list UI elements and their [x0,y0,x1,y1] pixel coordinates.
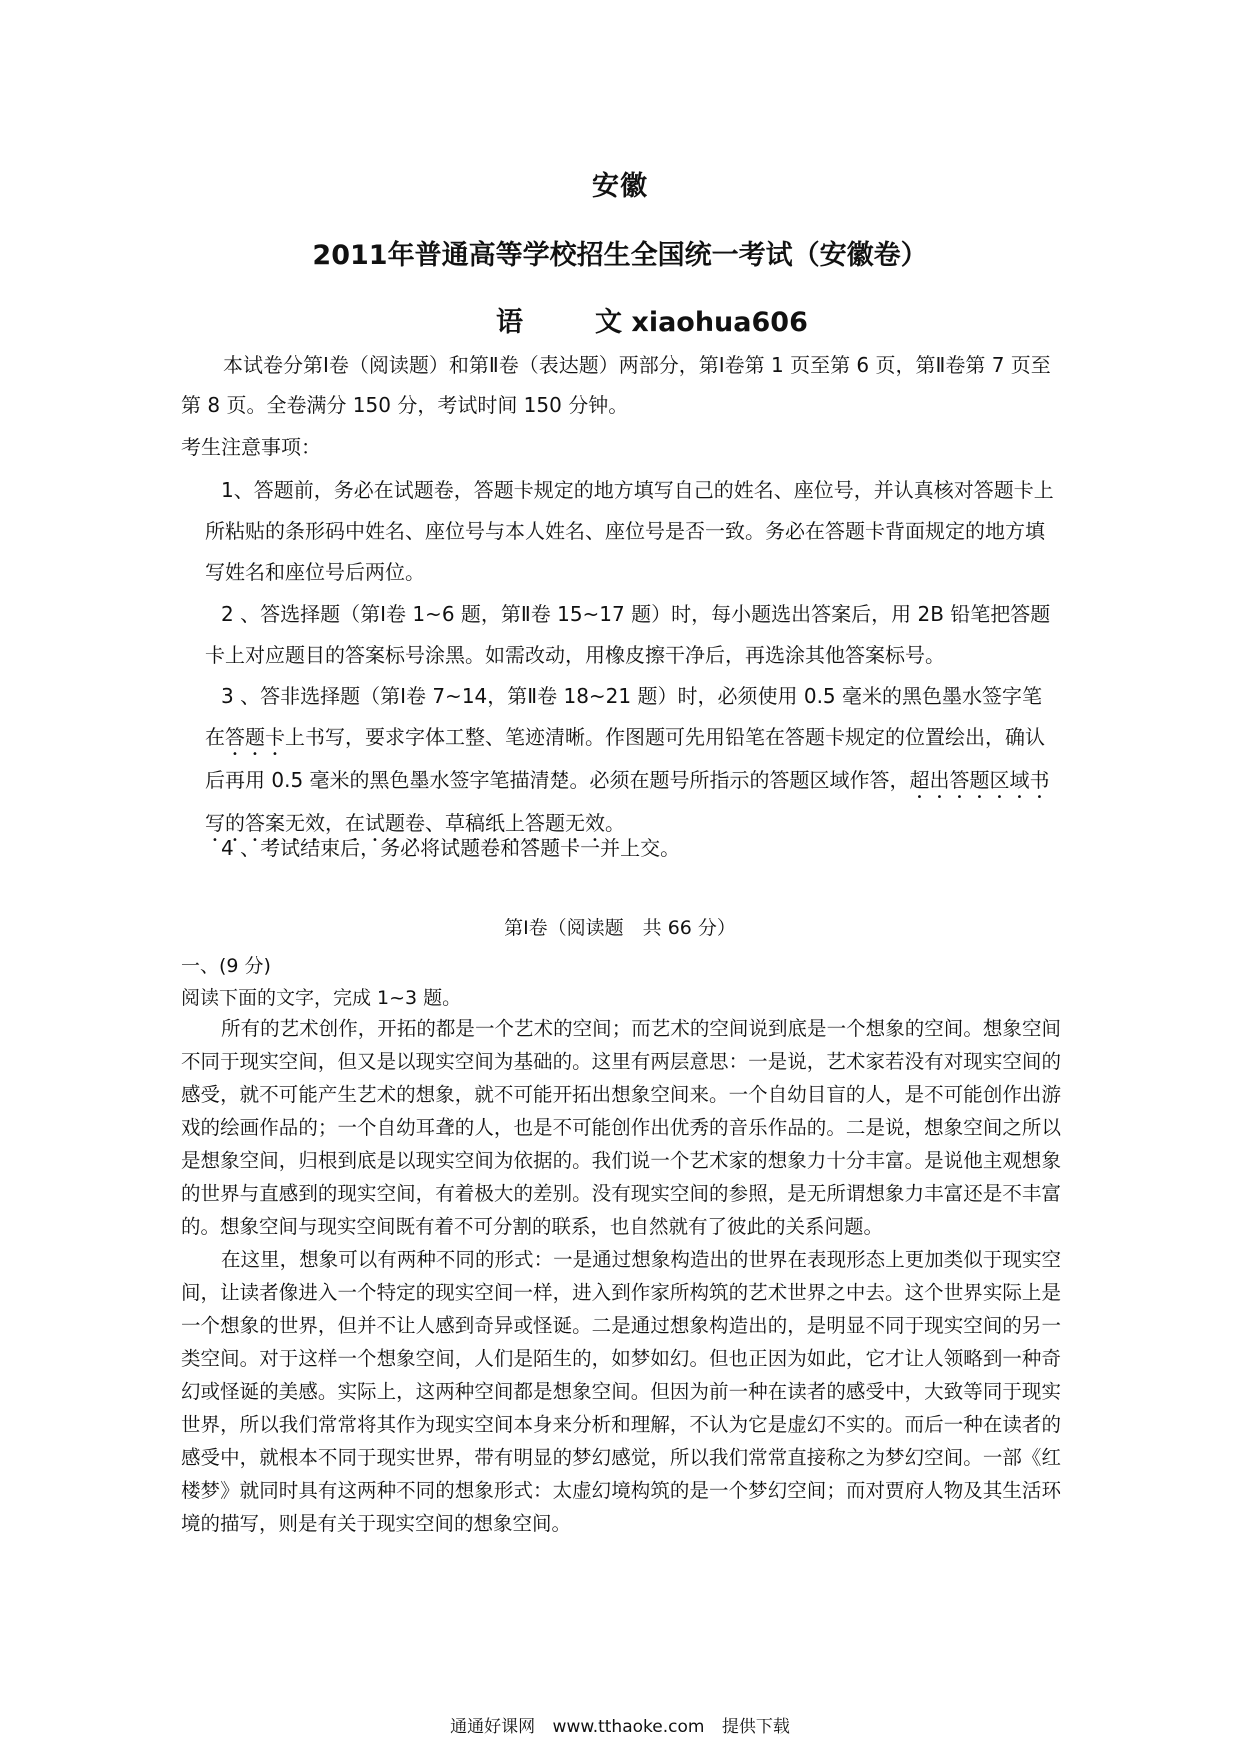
notice-item-2-text: 2 、答选择题（第Ⅰ卷 1~6 题，第Ⅱ卷 15~17 题）时，每小题选出答案后，用 2B 铅笔把答题卡上对应题目的答案标号涂黑。如需改动，用橡皮擦干净后，再选涂其他答案标号。 [205,602,1051,667]
footer-site-name: 通通好课网 [450,1717,536,1737]
reading-passage [181,1012,1061,1540]
emphasis-draft-invalid: 在试题卷、草稿纸上答题无效 [345,811,605,835]
subject-title [496,300,808,339]
notice-item-3-text [205,676,1060,846]
notice-item-3-part1: 3 、答非选择题（第Ⅰ卷 7~14，第Ⅱ卷 18~21 题）时，必须使用 0.5 毫米的黑色墨水签字笔在 [205,684,1043,749]
passage-paragraph-2: 在这里，想象可以有两种不同的形式：一是通过想象构造出的世界在表现形态上更加类似于现实空间，让读者像进入一个特定的现实空间一样，进入到作家所构筑的艺术世界之中去。这个世界实际上是一个想象的世界，但并不让人感到奇异或怪诞。二是通过想象构造出的，是明显不同于现实空间的另一类空间。对于这样一个想象空间，人们是陌生的，如梦如幻。但也正因为如此，它才让人领略到一种奇幻或怪诞的美感。实际上，这两种空间都是想象空间。但因为前一种在读者的感受中，大致等同于现实世界，所以我们常常将其作为现实空间本身来分析和理解，不认为它是虚幻不实的。而后一种在读者的感受中，就根本不同于现实世界，带有明显的梦幻感觉，所以我们常常直接称之为梦幻空间。一部《红楼梦》就同时具有这两种不同的想象形式：太虚幻境构筑的是一个梦幻空间；而对贾府人物及其生活环境的描写，则是有关于现实空间的想象空间。 [181,1248,1061,1535]
notice-item-3-part2: 上书写，要求字体工整、笔迹清晰。作图题可先用铅笔在答题卡规定的位置绘出，确认后再用 0.5 毫米的黑色墨水签字笔描清楚。必须在题号所指示的答题区域作答， [205,725,1045,792]
notice-item-3-part3: ， [325,811,345,835]
notice-item-4-text: 4 、考试结束后，务必将试题卷和答题卡一并上交。 [221,836,681,860]
notice-heading: 考生注意事项： [181,435,321,459]
part-heading: 一、(9 分) [181,955,271,977]
subject-char-2: 文 xiaohua606 [595,307,808,338]
emphasis-out-of-area-invalid: 超出答题区域书写的答案无效 [205,768,1050,835]
notice-item-1 [205,470,1060,593]
subject-char-1: 语 [496,307,523,338]
reading-instruction: 阅读下面的文字，完成 1~3 题。 [181,987,462,1009]
notice-item-4 [205,828,1060,869]
section-title: 第Ⅰ卷（阅读题 共 66 分） [504,917,736,939]
intro-text: 本试卷分第Ⅰ卷（阅读题）和第Ⅱ卷（表达题）两部分，第Ⅰ卷第 1 页至第 6 页，第Ⅱ卷第 7 页至第 8 页。全卷满分 150 分，考试时间 150 分钟。 [181,353,1051,417]
notice-item-2 [205,594,1060,676]
exam-title: 2011年普通高等学校招生全国统一考试（安徽卷） [312,240,928,271]
notice-item-3 [205,676,1060,846]
province-title: 安徽 [592,171,648,202]
notice-item-1-text: 1、答题前，务必在试题卷，答题卡规定的地方填写自己的姓名、座位号，并认真核对答题卡上所粘贴的条形码中姓名、座位号与本人姓名、座位号是否一致。务必在答题卡背面规定的地方填写姓名和座位号后两位。 [205,478,1054,584]
notice-item-3-part4: 。 [605,811,625,835]
passage-paragraph-1: 所有的艺术创作，开拓的都是一个艺术的空间；而艺术的空间说到底是一个想象的空间。想象空间不同于现实空间，但又是以现实空间为基础的。这里有两层意思：一是说，艺术家若没有对现实空间的感受，就不可能产生艺术的想象，就不可能开拓出想象空间来。一个自幼目盲的人，是不可能创作出游戏的绘画作品的；一个自幼耳聋的人，也是不可能创作出优秀的音乐作品的。二是说，想象空间之所以是想象空间，归根到底是以现实空间为依据的。我们说一个艺术家的想象力十分丰富。是说他主观想象的世界与直感到的现实空间，有着极大的差别。没有现实空间的参照，是无所谓想象力丰富还是不丰富的。想象空间与现实空间既有着不可分割的联系，也自然就有了彼此的关系问题。 [181,1017,1061,1238]
emphasis-answer-card: 答题卡 [225,725,285,749]
footer-url[interactable]: www.tthaoke.com [552,1717,705,1737]
footer-download-text: 提供下载 [721,1717,790,1737]
page-footer [0,1712,1240,1737]
exam-intro [181,345,1061,425]
